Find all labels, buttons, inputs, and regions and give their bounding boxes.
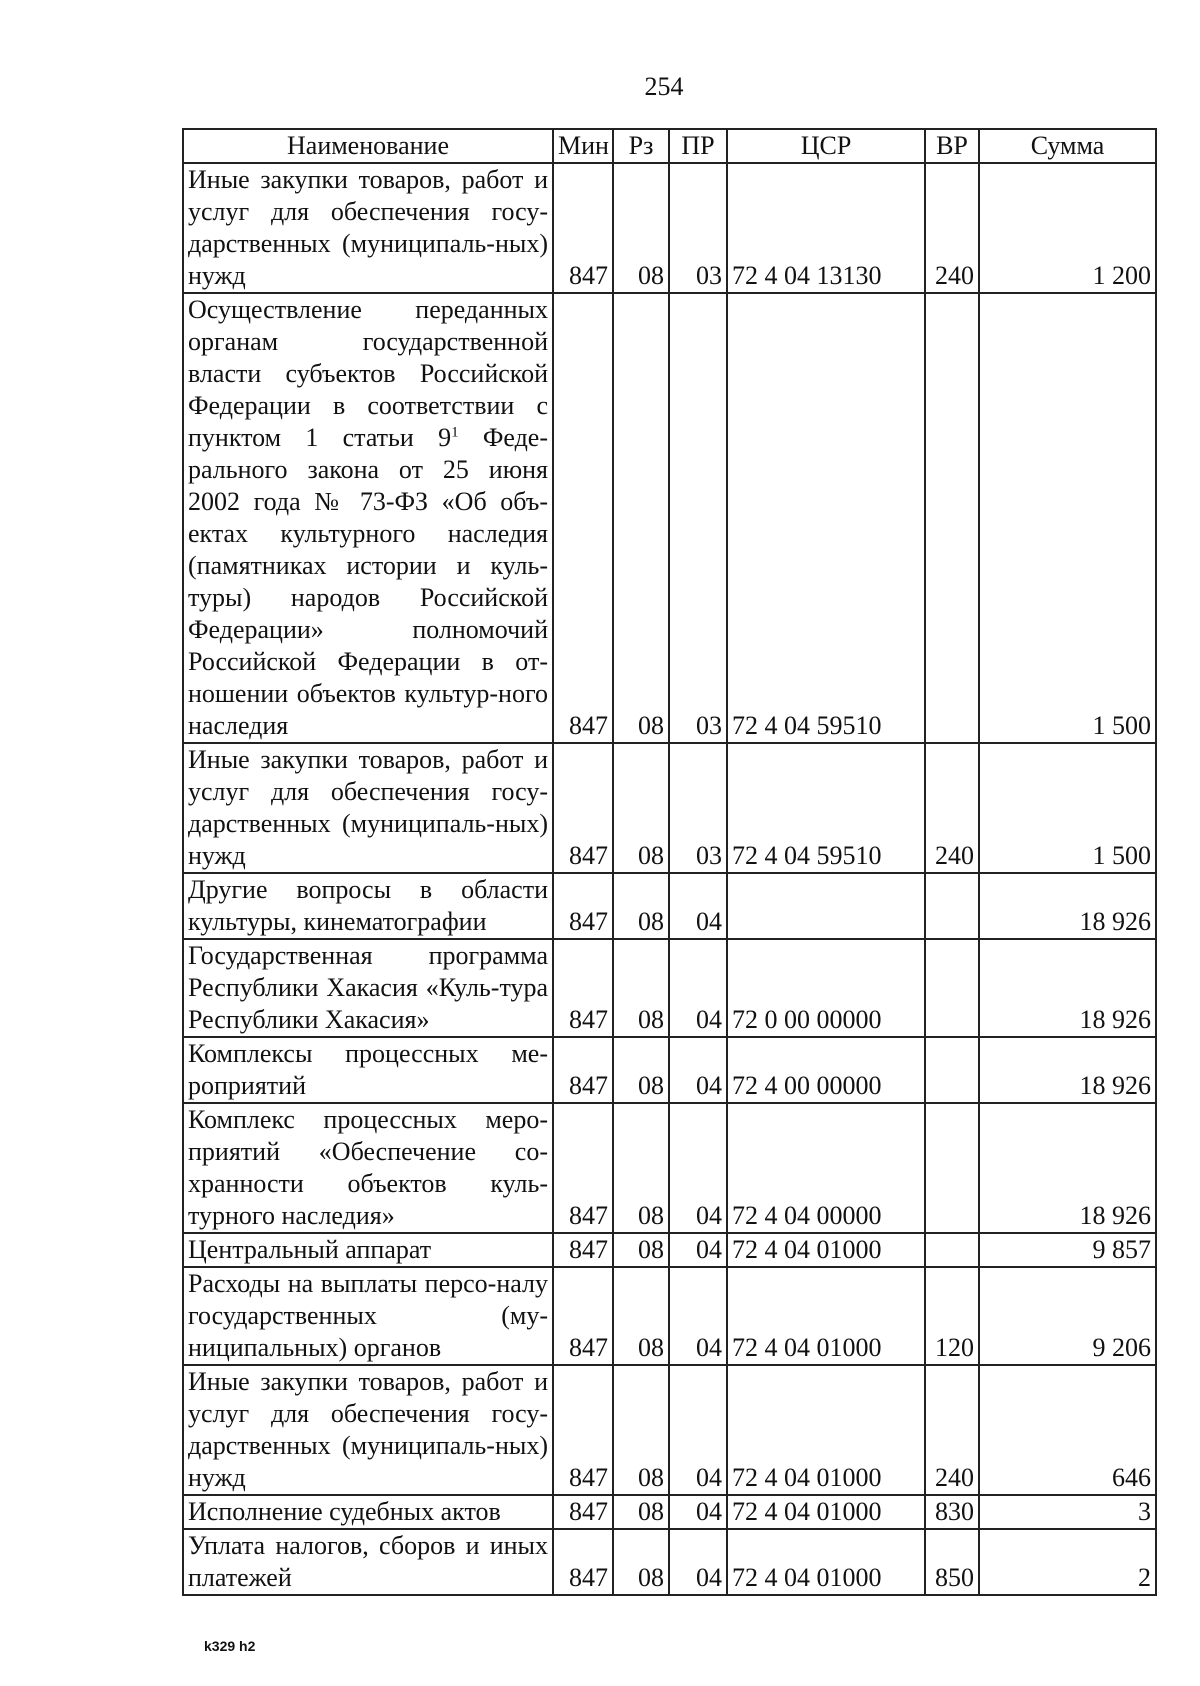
row-name-part: Осуществление переданных органам государственной власти субъектов Российской Федерации в соответствии с пунктом 1 статьи 9 [188, 295, 548, 452]
table-row [183, 1037, 1156, 1103]
row-vr: 830 [925, 1495, 979, 1529]
row-sum: 18 926 [979, 939, 1156, 1037]
row-vr: 240 [925, 1365, 979, 1495]
row-csr: 72 4 04 01000 [727, 1495, 925, 1529]
table-row [183, 1233, 1156, 1267]
row-csr: 72 4 04 01000 [727, 1233, 925, 1267]
row-csr: 72 4 00 00000 [727, 1037, 925, 1103]
budget-table [182, 128, 1157, 1596]
header-min: Мин [553, 129, 613, 163]
table-row [183, 1103, 1156, 1233]
footnote-superscript: 1 [451, 424, 459, 441]
row-rz: 08 [613, 939, 669, 1037]
row-pr: 04 [669, 1365, 727, 1495]
row-name: Исполнение судебных актов [183, 1495, 553, 1529]
row-min: 847 [553, 873, 613, 939]
row-sum: 1 500 [979, 743, 1156, 873]
row-min: 847 [553, 1529, 613, 1595]
row-min: 847 [553, 1037, 613, 1103]
header-csr: ЦСР [727, 129, 925, 163]
row-rz: 08 [613, 1365, 669, 1495]
row-sum: 1 500 [979, 293, 1156, 743]
row-csr: 72 4 04 01000 [727, 1267, 925, 1365]
row-min: 847 [553, 1103, 613, 1233]
row-vr: 120 [925, 1267, 979, 1365]
row-pr: 04 [669, 1103, 727, 1233]
row-min: 847 [553, 939, 613, 1037]
row-sum: 18 926 [979, 1103, 1156, 1233]
row-min: 847 [553, 1233, 613, 1267]
row-name: Иные закупки товаров, работ и услуг для обеспечения госу-дарственных (муниципаль-ных) нужд [183, 163, 553, 293]
row-name: Центральный аппарат [183, 1233, 553, 1267]
row-rz: 08 [613, 1267, 669, 1365]
header-name: Наименование [183, 129, 553, 163]
row-csr: 72 4 04 13130 [727, 163, 925, 293]
table-row [183, 1267, 1156, 1365]
row-rz: 08 [613, 293, 669, 743]
table-row [183, 873, 1156, 939]
row-csr: 72 0 00 00000 [727, 939, 925, 1037]
row-rz: 08 [613, 1037, 669, 1103]
header-vr: ВР [925, 129, 979, 163]
row-csr: 72 4 04 59510 [727, 293, 925, 743]
row-pr: 03 [669, 293, 727, 743]
row-sum: 2 [979, 1529, 1156, 1595]
row-name: Уплата налогов, сборов и иных платежей [183, 1529, 553, 1595]
row-csr: 72 4 04 00000 [727, 1103, 925, 1233]
row-min: 847 [553, 1365, 613, 1495]
row-vr: 240 [925, 743, 979, 873]
row-name: Иные закупки товаров, работ и услуг для обеспечения госу-дарственных (муниципаль-ных) нужд [183, 743, 553, 873]
row-rz: 08 [613, 163, 669, 293]
row-vr: 240 [925, 163, 979, 293]
row-name: Другие вопросы в области культуры, кинематографии [183, 873, 553, 939]
row-name: Комплексы процессных ме-роприятий [183, 1037, 553, 1103]
row-sum: 3 [979, 1495, 1156, 1529]
row-pr: 04 [669, 1495, 727, 1529]
table-header-row [183, 129, 1156, 163]
row-sum: 9 206 [979, 1267, 1156, 1365]
table-row [183, 163, 1156, 293]
row-min: 847 [553, 1267, 613, 1365]
table-row [183, 1365, 1156, 1495]
row-pr: 03 [669, 743, 727, 873]
row-name: Расходы на выплаты персо-налу государственных (му-ниципальных) органов [183, 1267, 553, 1365]
row-pr: 04 [669, 939, 727, 1037]
row-name: Государственная программа Республики Хакасия «Куль-тура Республики Хакасия» [183, 939, 553, 1037]
row-rz: 08 [613, 1529, 669, 1595]
row-pr: 04 [669, 1233, 727, 1267]
row-pr: 03 [669, 163, 727, 293]
header-pr: ПР [669, 129, 727, 163]
row-csr [727, 873, 925, 939]
row-pr: 04 [669, 1037, 727, 1103]
row-rz: 08 [613, 1103, 669, 1233]
row-csr: 72 4 04 59510 [727, 743, 925, 873]
header-rz: Рз [613, 129, 669, 163]
row-name [183, 293, 553, 743]
table-row [183, 743, 1156, 873]
row-sum: 18 926 [979, 1037, 1156, 1103]
row-vr: 850 [925, 1529, 979, 1595]
row-name: Иные закупки товаров, работ и услуг для обеспечения госу-дарственных (муниципаль-ных) нужд [183, 1365, 553, 1495]
row-csr: 72 4 04 01000 [727, 1529, 925, 1595]
row-vr [925, 1103, 979, 1233]
row-rz: 08 [613, 1495, 669, 1529]
table-row [183, 939, 1156, 1037]
row-sum: 1 200 [979, 163, 1156, 293]
row-vr [925, 1233, 979, 1267]
row-rz: 08 [613, 873, 669, 939]
row-sum: 9 857 [979, 1233, 1156, 1267]
row-vr [925, 293, 979, 743]
row-sum: 18 926 [979, 873, 1156, 939]
row-pr: 04 [669, 1267, 727, 1365]
row-min: 847 [553, 293, 613, 743]
row-rz: 08 [613, 743, 669, 873]
header-sum: Сумма [979, 129, 1156, 163]
row-min: 847 [553, 743, 613, 873]
row-name: Комплекс процессных меро-приятий «Обеспечение со-хранности объектов куль-турного наследия» [183, 1103, 553, 1233]
table-row [183, 293, 1156, 743]
row-name-part: Феде-рального закона от 25 июня 2002 года № 73-ФЗ «Об объ-ектах культурного наследия (памятниках истории и куль-туры) народов Российской Федерации» полномочий Российской Федерации в от-ношении объектов культур-ного наследия [188, 423, 548, 740]
row-sum: 646 [979, 1365, 1156, 1495]
row-pr: 04 [669, 1529, 727, 1595]
row-min: 847 [553, 1495, 613, 1529]
page-number: 254 [644, 72, 684, 101]
row-min: 847 [553, 163, 613, 293]
row-rz: 08 [613, 1233, 669, 1267]
row-pr: 04 [669, 873, 727, 939]
row-vr [925, 873, 979, 939]
footer-code: k329 h2 [204, 1638, 256, 1654]
row-vr [925, 939, 979, 1037]
row-csr: 72 4 04 01000 [727, 1365, 925, 1495]
row-vr [925, 1037, 979, 1103]
table-row [183, 1529, 1156, 1595]
table-row [183, 1495, 1156, 1529]
